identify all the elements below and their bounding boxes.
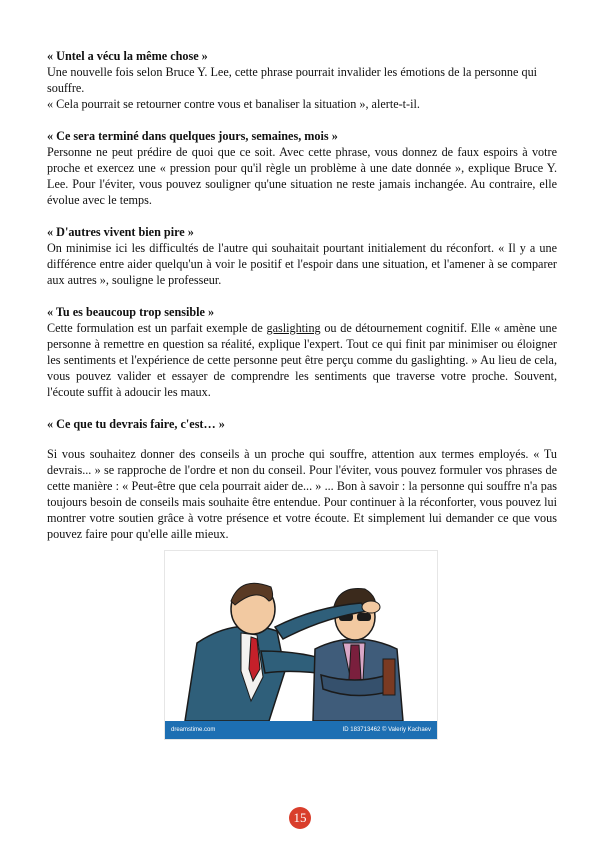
section-1 [47, 48, 557, 112]
section-heading: « Untel a vécu la même chose » [47, 49, 208, 63]
paragraph-text-after-link: ou de détournement cognitif. Elle « amène une personne à remettre en question sa réalité, explique l'expert. Tout ce qui finit par minimiser ou éloigner les sentiments et l'expérience de cette personne peut être perçu comme du gaslighting. » Au lieu de cela, vous pouvez valider et essayer de comprendre les sentiments que traverse votre proche. Souvent, l'écoute suffit à adoucir les maux. [47, 321, 557, 399]
left-man-hand-shoulder [362, 601, 380, 613]
sunglasses-lens [357, 613, 371, 621]
article-body [47, 48, 557, 558]
watermark-right: ID 183713462 © Valeriy Kachaev [342, 727, 431, 733]
section-paragraph: Si vous souhaitez donner des conseils à un proche qui souffre, attention aux termes employés. « Tu devrais... » se rapproche de l'ordre et non du conseil. Pour l'éviter, vous pouvez formuler vos phrases de cette manière : « Peut-être que cela pourrait aider de... » ... Bon à savoir : la personne qui souffre n'a pas toujours besoin de conseils mais souhaite être entendue. Pour continuer à la réconforter, vous pouvez lui montrer votre soutien grâce à votre présence et votre écoute. Et simplement lui demander ce que vous pouvez faire pour qu'elle aille mieux. [47, 447, 557, 541]
section-heading: « Ce sera terminé dans quelques jours, semaines, mois » [47, 129, 338, 143]
illustration-consoling-man [164, 550, 438, 740]
page-number: 15 [289, 807, 311, 829]
section-2 [47, 128, 557, 208]
section-paragraph: « Cela pourrait se retourner contre vous et banaliser la situation », alerte-t-il. [47, 97, 420, 111]
section-spacer [47, 432, 557, 446]
section-3 [47, 224, 557, 288]
section-paragraph: Personne ne peut prédire de quoi que ce soit. Avec cette phrase, vous donnez de faux espoirs à votre proche et exercez une « pression pour qu'il règle un problème à une date donnée », explique Bruce Y. Lee. Pour l'éviter, vous pouvez souligner qu'une situation ne reste jamais inchangée. Au contraire, elle évolue avec le temps. [47, 145, 557, 207]
section-paragraph: Une nouvelle fois selon Bruce Y. Lee, cette phrase pourrait invalider les émotions de la personne qui souffre. [47, 65, 538, 95]
section-paragraph: On minimise ici les difficultés de l'autre qui souhaitait pourtant initialement du réconfort. « Il y a une différence entre aider quelqu'un à voir le positif et l'espoir dans une situation, et l'amener à se comparer aux autres », souligne le professeur. [47, 241, 557, 287]
paragraph-text-before-link: Cette formulation est un parfait exemple de [47, 321, 267, 335]
section-5 [47, 416, 557, 542]
section-heading: « Ce que tu devrais faire, c'est… » [47, 417, 225, 431]
gaslighting-link[interactable]: gaslighting [266, 321, 321, 335]
left-man-suit [185, 626, 285, 721]
book-icon [383, 659, 395, 695]
section-heading: « Tu es beaucoup trop sensible » [47, 305, 215, 319]
right-man-tie [349, 645, 361, 683]
section-paragraph [47, 320, 557, 400]
illustration-drawing [165, 551, 437, 721]
watermark-left: dreamstime.com [171, 727, 216, 733]
section-heading: « D'autres vivent bien pire » [47, 225, 194, 239]
section-4 [47, 304, 557, 400]
image-watermark-bar [165, 721, 437, 739]
